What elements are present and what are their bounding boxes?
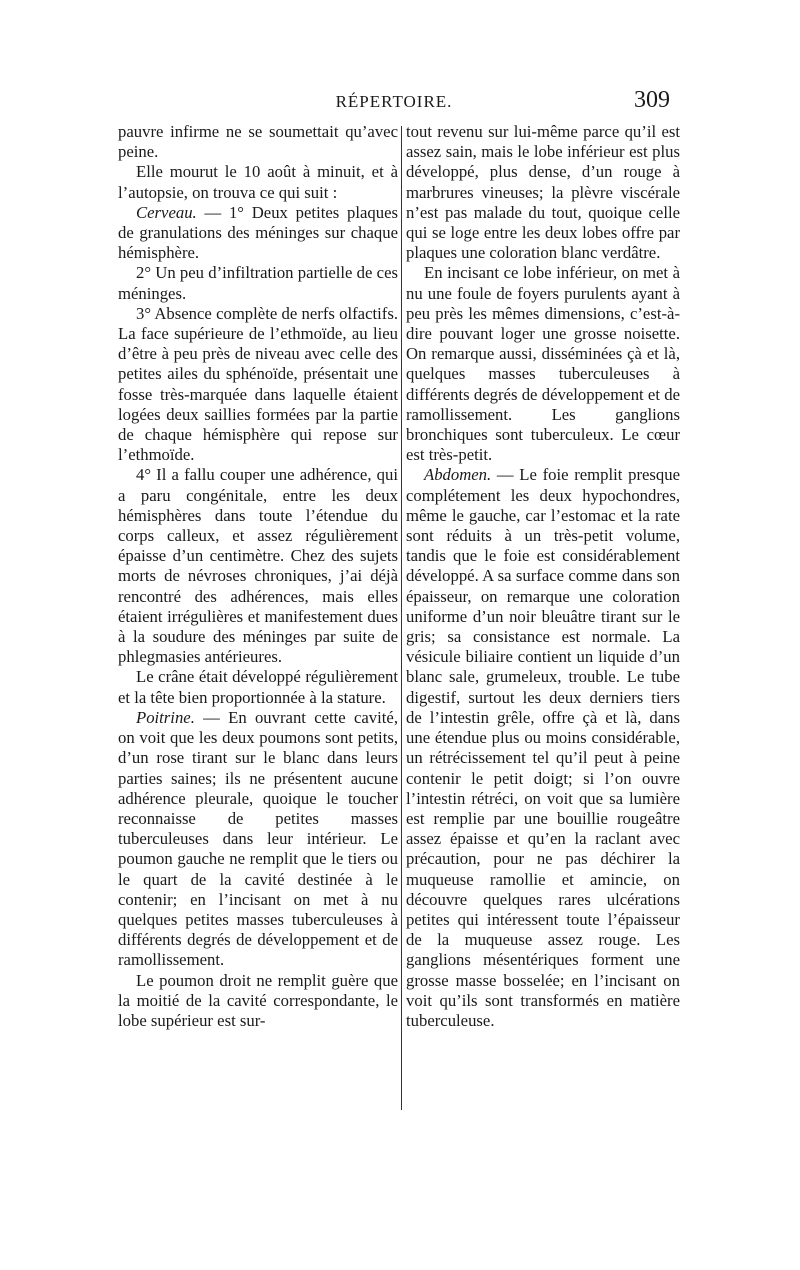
running-head — [118, 87, 670, 120]
paragraph-abdomen — [406, 465, 680, 1031]
paragraph: 2° Un peu d’infiltration partielle de ces méninges. — [118, 263, 398, 303]
paragraph-cerveau — [118, 203, 398, 264]
paragraph: Le crâne était développé régulièrement et la tête bien proportionnée à la stature. — [118, 667, 398, 707]
paragraph: 3° Absence complète de nerfs olfactifs. La face supérieure de l’ethmoïde, au lieu d’être à peu près de niveau avec celle des petites ailes du sphénoïde, présentait une fosse très-marquée dans laquelle étaient logées deux saillies formées par la partie de chaque hémisphère qui repose sur l’ethmoïde. — [118, 303, 398, 465]
paragraph: pauvre infirme ne se soumettait qu’avec peine. — [118, 122, 398, 162]
page-number: 309 — [634, 87, 670, 113]
running-title: RÉPERTOIRE. — [335, 92, 453, 111]
paragraph: 4° Il a fallu couper une adhérence, qui a paru congénitale, entre les deux hémisphères dans toute l’étendue du corps calleux, et assez régulièrement épaisse d’un centimètre. Chez des sujets morts de névroses chroniques, j’ai déjà rencontré des adhérences, mais elles étaient irrégulières et manifestement dues à la soudure des méninges par suite de phlegmasies antérieures. — [118, 465, 398, 667]
paragraph: Elle mourut le 10 août à minuit, et à l’autopsie, on trouva ce qui suit : — [118, 162, 398, 202]
paragraph-text: — En ouvrant cette cavité, on voit que les deux poumons sont petits, d’un rose tirant sur le blanc dans leurs parties saines; ils ne présentent aucune adhérence pleurale, quoique le toucher reconnaisse de petites masses tuberculeuses dans leur intérieur. Le poumon gauche ne remplit que le tiers ou le quart de la cavité destinée à le contenir; en l’incisant on met à nu quelques petites masses tuberculeuses à différents degrés de développement et de ramollissement. — [118, 707, 398, 970]
section-label-abdomen: Abdomen. — [424, 465, 492, 485]
section-label-cerveau: Cerveau. — [136, 202, 197, 222]
paragraph: Le poumon droit ne remplit guère que la moitié de la cavité correspondante, le lobe supérieur est sur- — [118, 970, 398, 1030]
paragraph-poitrine — [118, 708, 398, 971]
section-label-poitrine: Poitrine. — [136, 707, 195, 727]
paragraph-text: — 1° Deux petites plaques de granulations des méninges sur chaque hémisphère. — [118, 202, 398, 263]
column-divider — [401, 126, 402, 1110]
right-column — [406, 122, 680, 1031]
paragraph: tout revenu sur lui-même parce qu’il est assez sain, mais le lobe inférieur est plus développé, plus dense, d’un rouge à marbrures vineuses; la plèvre viscérale n’est pas malade du tout, quoique celle qui se loge entre les deux lobes offre par plaques une coloration blanc verdâtre. — [406, 122, 680, 263]
left-column — [118, 122, 398, 1031]
paragraph-text: — Le foie remplit presque complétement les deux hypochondres, même le gauche, car l’estomac et la rate sont réduits à un très-petit volume, tandis que le foie est considérablement développé. A sa surface comme dans son épaisseur, on remarque une coloration uniforme d’un noir bleuâtre tirant sur le gris; sa consistance est normale. La vésicule biliaire contient un liquide d’un blanc sale, grumeleux, trouble. Le tube digestif, surtout les deux derniers tiers de l’intestin grêle, offre çà et là, dans une étendue plus ou moins considérable, un rétrécissement tel qu’il peut à peine contenir le petit doigt; si l’on ouvre l’intestin rétréci, on voit que sa lumière est remplie par une bouillie rougeâtre assez épaisse et qu’en la raclant avec précaution, pour ne pas déchirer la muqueuse ramollie et amincie, on découvre quelques rares ulcérations petites qui intéressent toute l’épaisseur de la muqueuse assez rouge. Les ganglions mésentériques forment une grosse masse bosselée; en l’incisant on voit qu’ils sont transformés en matière tuberculeuse. — [406, 465, 680, 1030]
paragraph: En incisant ce lobe inférieur, on met à nu une foule de foyers purulents ayant à peu près les mêmes dimensions, c’est-à-dire pouvant loger une grosse noisette. On remarque aussi, disséminées çà et là, quelques masses tuberculeuses à différents degrés de développement et de ramollissement. Les ganglions bronchiques sont tuberculeux. Le cœur est très-petit. — [406, 263, 680, 465]
